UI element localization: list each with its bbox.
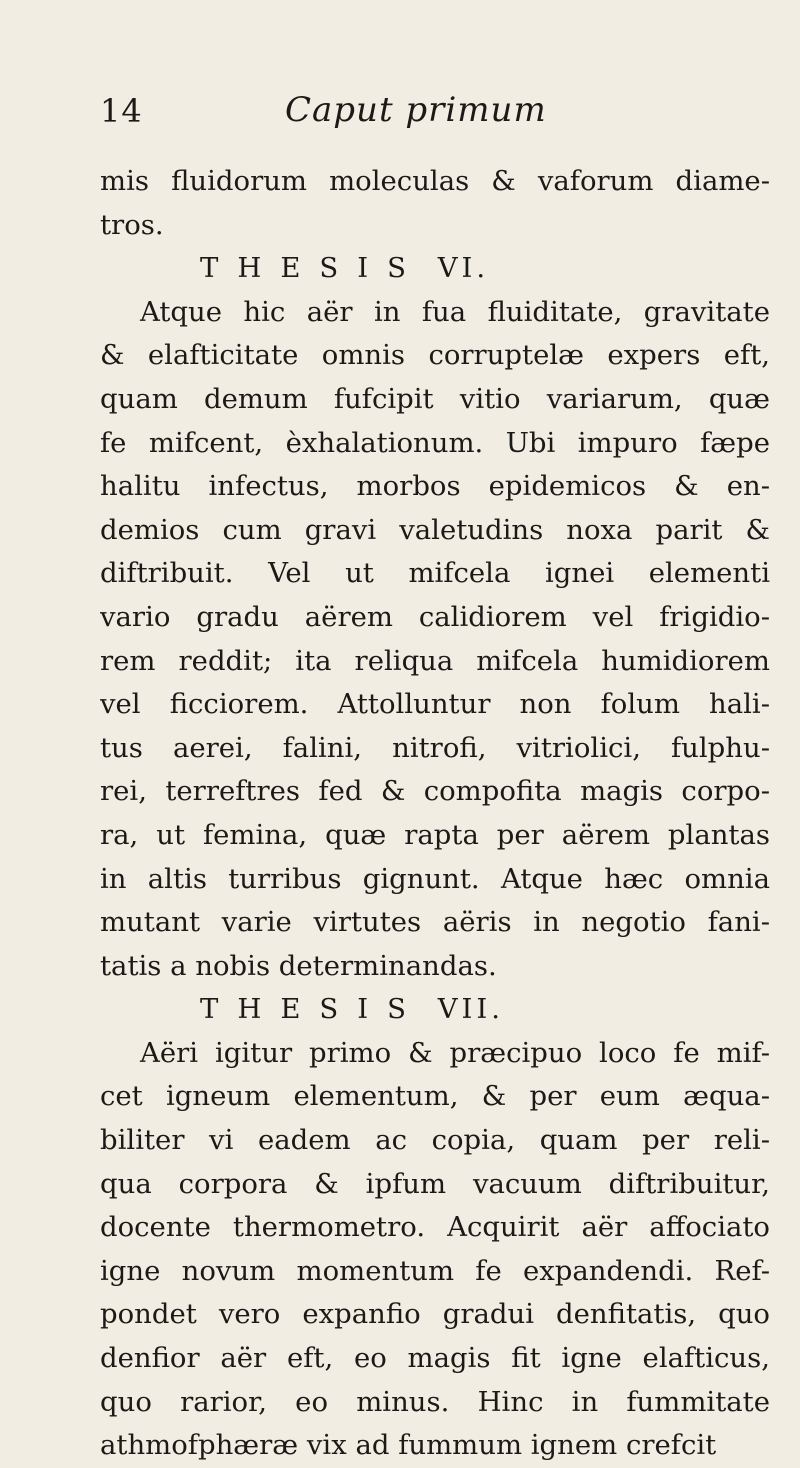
thesis-heading <box>100 247 770 291</box>
text-line: vario gradu aërem calidiorem vel frigidio- <box>100 600 770 633</box>
text-line: in altis turribus gignunt. Atque hæc omnia <box>100 862 770 895</box>
text-line: cet igneum elementum, & per eum æqua- <box>100 1080 770 1113</box>
text-line: biliter vi eadem ac copia, quam per reli- <box>100 1124 770 1157</box>
text-line: halitu infectus, morbos epidemicos & en- <box>100 470 770 503</box>
text-line: mis fluidorum moleculas & vaforum diame- <box>100 165 770 197</box>
thesis-heading-numeral: VI. <box>424 252 490 285</box>
text-line: fe mifcent, èxhalationum. Ubi impuro fæpe <box>100 426 770 459</box>
paragraph <box>100 1032 770 1468</box>
text-line: rem reddit; ita reliqua mifcela humidiorem <box>100 644 770 677</box>
running-head: Caput primum <box>285 90 547 130</box>
text-line: Atque hic aër in fua fluiditate, gravitate <box>140 295 770 328</box>
text-line: rei, terreftres fed & compofita magis corpo- <box>100 775 770 808</box>
thesis-heading <box>100 988 770 1032</box>
page-number: 14 <box>100 92 143 130</box>
text-line: quam demum fufcipit vitio variarum, quæ <box>100 382 770 415</box>
text-line: vel ficciorem. Attolluntur non folum hali- <box>100 688 770 721</box>
thesis-heading-numeral: VII. <box>424 993 505 1026</box>
thesis-heading-word: THESIS <box>200 993 425 1026</box>
text-line: qua corpora & ipfum vacuum diftribuitur, <box>100 1167 770 1200</box>
text-line: denfior aër eft, eo magis fit igne elafticus, <box>100 1342 770 1375</box>
text-line: tatis a nobis determinandas. <box>100 949 497 982</box>
text-line: athmofphæræ vix ad fummum ignem crefcit <box>100 1429 717 1462</box>
text-line: docente thermometro. Acquirit aër affociato <box>100 1211 770 1244</box>
text-line: tus aerei, falini, nitrofi, vitriolici, fulphu- <box>100 731 770 764</box>
text-line: diftribuit. Vel ut mifcela ignei elementi <box>100 557 770 590</box>
page-header <box>100 92 760 142</box>
paragraph <box>100 160 770 247</box>
text-line: tros. <box>100 208 164 241</box>
text-line: igne novum momentum fe expandendi. Ref- <box>100 1254 770 1287</box>
text-line: mutant varie virtutes aëris in negotio fani- <box>100 906 770 939</box>
text-line: & elafticitate omnis corruptelæ expers eft, <box>100 339 770 372</box>
text-line: Aëri igitur primo & præcipuo loco fe mif- <box>140 1036 770 1069</box>
text-line: ra, ut femina, quæ rapta per aërem plantas <box>100 818 770 851</box>
text-line: quo rarior, eo minus. Hinc in fummitate <box>100 1385 770 1418</box>
page-body <box>100 160 770 1468</box>
thesis-heading-word: THESIS <box>200 252 425 285</box>
paragraph <box>100 291 770 989</box>
text-line: pondet vero expanfio gradui denfitatis, quo <box>100 1298 770 1331</box>
text-line: demios cum gravi valetudins noxa parit & <box>100 513 770 546</box>
